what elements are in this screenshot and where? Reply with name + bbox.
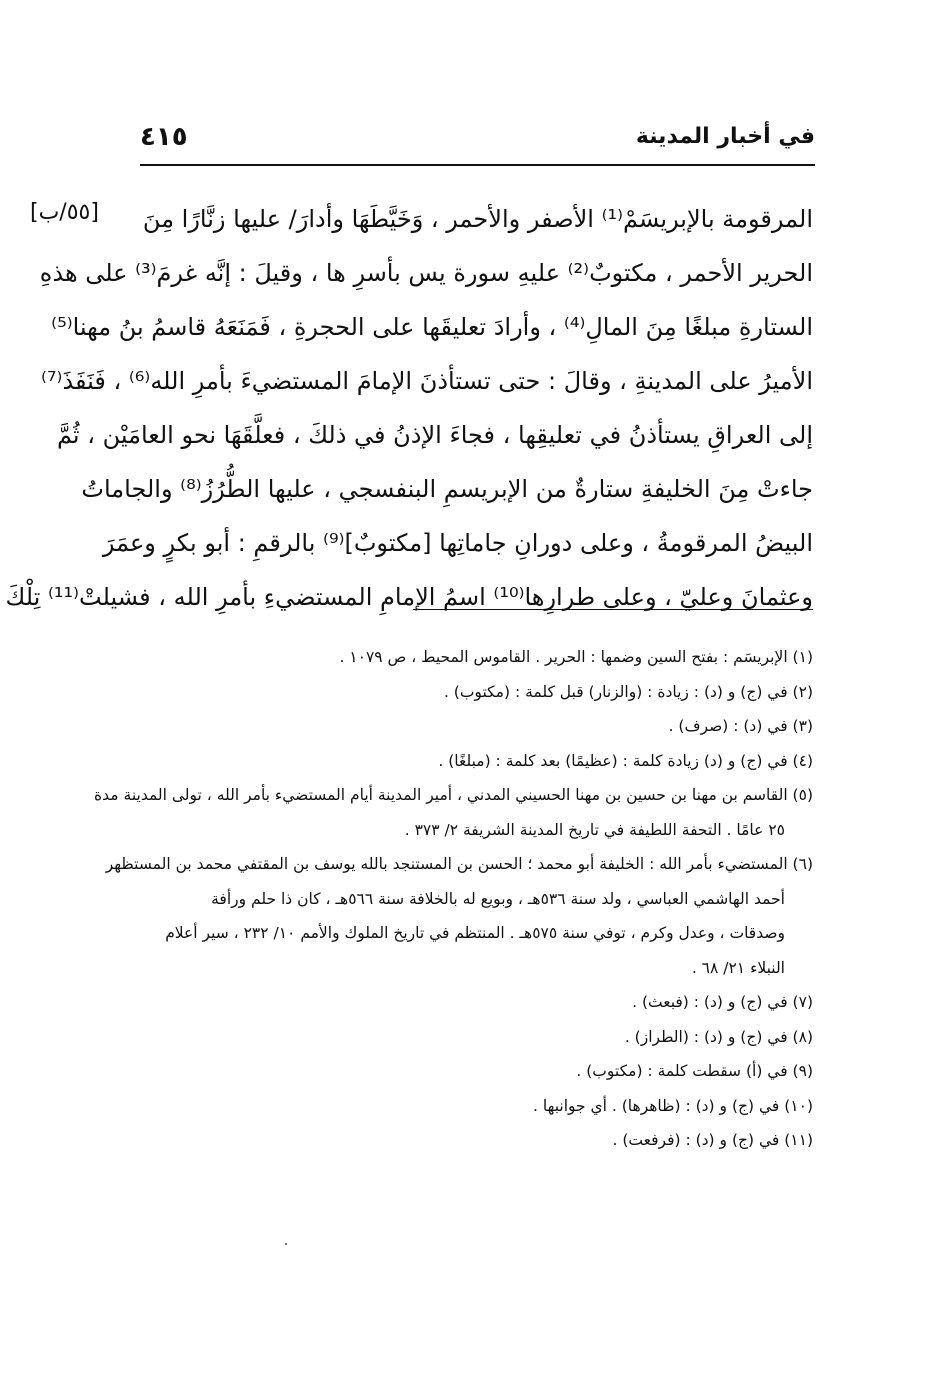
- footnotes: [94, 640, 813, 1158]
- footnote-continuation: النبلاء ٢١/ ٦٨ .: [691, 958, 785, 977]
- footnote-text: (٧) في (ج) و (د) : (فبعث) .: [632, 993, 813, 1011]
- footnote: [138, 640, 813, 675]
- footnote-text: (١) الإبريسَم : بفتح السين وضمها : الحرير . القاموس المحيط ، ص ١٠٧٩ .: [339, 648, 813, 666]
- running-title: في أخبار المدينة: [635, 124, 815, 149]
- footnote-continuation: وصدقات ، وعدل وكرم ، توفي سنة ٥٧٥هـ . المنتظم في تاريخ الملوك والأمم ١٠/ ٢٣٢ ، سير أعلام: [165, 924, 785, 942]
- footnote: [138, 675, 813, 710]
- footnote-text: (٩) في (أ) سقطت كلمة : (مكتوب) .: [576, 1062, 813, 1080]
- text-line: الحرير الأحمر ، مكتوبٌ⁽²⁾ عليهِ سورة يس بأسرِ ها ، وقيلَ : إنَّه غرمَ⁽³⁾ على هذهِ: [39, 259, 813, 287]
- header-rule: [140, 164, 815, 166]
- footnote-text: (٢) في (ج) و (د) : زيادة : (والزنار) قبل كلمة : (مكتوب) .: [443, 682, 813, 701]
- footnote-text: (٦) المستضيء بأمر الله : الخليفة أبو محمد ؛ الحسن بن المستنجد بالله يوسف بن المقتفي محمد بن المستظهر: [105, 855, 813, 873]
- manuscript-folio-marker: [٥٥/ب]: [30, 200, 99, 225]
- footnote: [138, 744, 813, 779]
- footnote-text: (١١) في (ج) و (د) : (فرفعت) .: [612, 1131, 813, 1149]
- footnote: [105, 847, 813, 985]
- footnote-text: (٣) في (د) : (صرف) .: [668, 717, 813, 735]
- footnote: [138, 1123, 813, 1158]
- text-line: الأميرُ على المدينةِ ، وقالَ : حتى تستأذنَ الإمامَ المستضيءَ بأمرِ الله⁽⁶⁾ ، فَنَفَذَ⁽⁷⁾: [41, 367, 813, 395]
- footnote-continuation: ٢٥ عامًا . التحفة اللطيفة في تاريخ المدينة الشريفة ٢/ ٣٧٣ .: [404, 820, 785, 839]
- footnote-text: (١٠) في (ج) و (د) : (ظاهرها) . أي جوانبها .: [533, 1096, 813, 1115]
- text-line: وعثمانَ وعليّ ، وعلى طرارِها⁽¹⁰⁾ اسمُ الإمامِ المستضيءِ بأمرِ الله ، فشيلتْ⁽¹¹⁾ تِلْكَ: [5, 583, 813, 611]
- text-line: البيضُ المرقومةُ ، وعلى دورانِ جاماتِها [مكتوبٌ]⁽⁹⁾ بالرقمِ : أبو بكرٍ وعمَرَ: [102, 529, 813, 557]
- text-line: إلى العراقِ يستأذنُ في تعليقِها ، فجاءَ الإذنُ في ذلكَ ، فعلَّقَهَا نحو العامَيْن ، ثُمَّ: [56, 421, 813, 449]
- text-line: الستارةِ مبلغًا مِنَ المالِ⁽⁴⁾ ، وأرادَ تعليقَها على الحجرةِ ، فَمَنَعَهُ قاسمُ بنُ مهنا⁽⁵⁾: [51, 313, 813, 341]
- page-header: [140, 122, 815, 164]
- footnote-continuation: أحمد الهاشمي العباسي ، ولد سنة ٥٣٦هـ ، وبويع له بالخلافة سنة ٥٦٦هـ ، كان ذا حلم ورأفة: [211, 889, 785, 908]
- footnote-text: (٤) في (ج) و (د) زيادة كلمة : (عظيمًا) بعد كلمة : (مبلغًا) .: [438, 751, 813, 770]
- footnote-separator: [413, 609, 813, 610]
- text-line: المرقومة بالإبريسَمْ⁽¹⁾ الأصفر والأحمر ، وَخَيَّطَهَا وأدارَ/ عليها زنَّارًا مِنَ: [142, 205, 813, 233]
- footnote: [138, 985, 813, 1020]
- page-number: ٤١٥: [140, 122, 188, 152]
- footnote-text: (٨) في (ج) و (د) : (الطراز) .: [624, 1027, 813, 1046]
- footnote-text: (٥) القاسم بن مهنا بن حسين بن مهنا الحسيني المدني ، أمير المدينة أيام المستضيء بأمر الله ، تولى المدينة مدة: [94, 786, 813, 804]
- footnote: [138, 1089, 813, 1124]
- scan-speck: [285, 1243, 287, 1245]
- text-line: جاءتْ مِنَ الخليفةِ ستارةٌ من الإبريسمِ البنفسجي ، عليها الطُّرُزُ⁽⁸⁾ والجاماتُ: [81, 475, 813, 503]
- footnote: [94, 778, 813, 847]
- footnote: [138, 709, 813, 744]
- footnote: [138, 1054, 813, 1089]
- footnote: [138, 1020, 813, 1055]
